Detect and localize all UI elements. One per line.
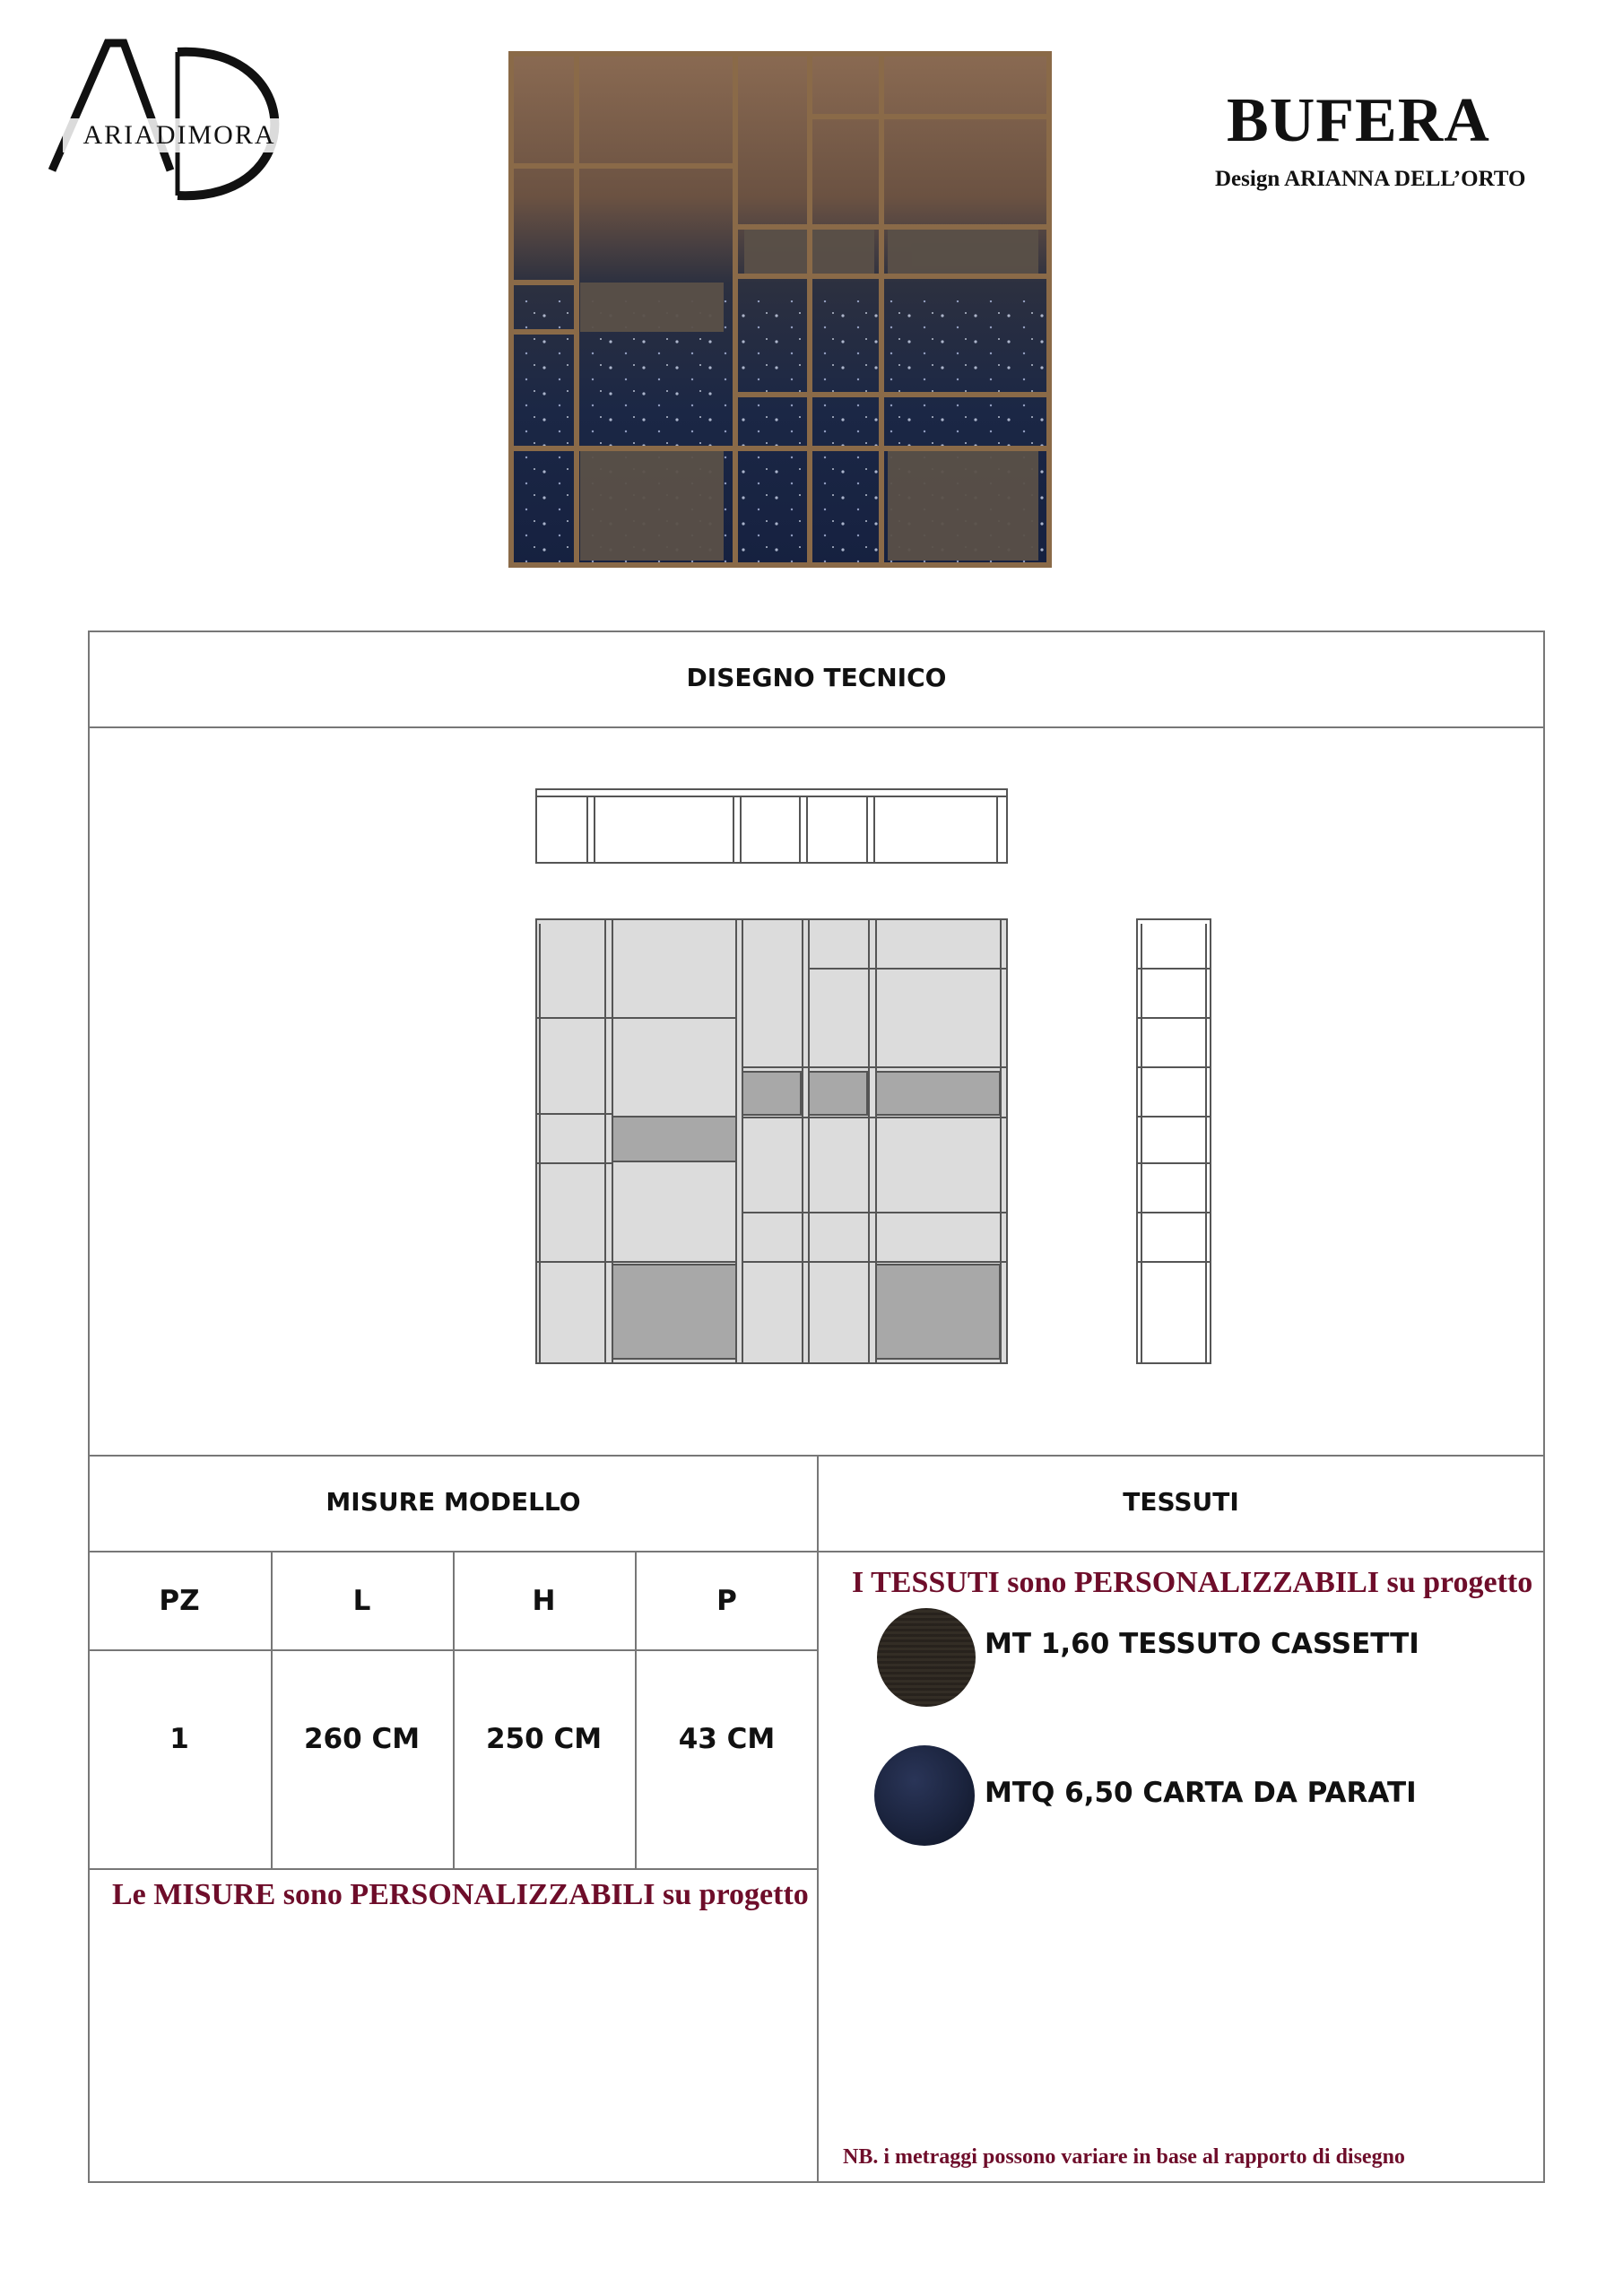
measures-custom-note: Le MISURE sono PERSONALIZZABILI su progetto [112,1878,809,1911]
wallpaper-swatch [874,1745,975,1846]
brand-logo [45,27,314,206]
footnote: NB. i metraggi possono variare in base al rapporto di disegno [843,2145,1405,2169]
measures-section-title: MISURE MODELLO [325,1487,581,1517]
column-header-pz: PZ [159,1585,200,1617]
column-header-l: L [352,1585,371,1617]
column-header-p: P [716,1585,737,1617]
fabric-swatch [877,1608,976,1707]
front-view [536,919,1007,1363]
side-view [1137,919,1211,1363]
measure-width: 260 CM [303,1723,421,1755]
designer-credit: Design ARIANNA DELL’ORTO [1215,167,1526,191]
measure-depth: 43 CM [678,1723,776,1755]
fabrics-custom-note: I TESSUTI sono PERSONALIZZABILI su progetto [852,1566,1533,1599]
logo-wordmark: ARIADIMORA [82,120,276,150]
fabric-label-carta: MTQ 6,50 CARTA DA PARATI [985,1777,1417,1809]
measure-pz: 1 [169,1723,189,1755]
fabric-label-cassetti: MT 1,60 TESSUTO CASSETTI [985,1628,1419,1660]
product-photo [507,49,1054,570]
top-view [536,789,1007,863]
measure-height: 250 CM [485,1723,603,1755]
column-header-h: H [532,1585,556,1617]
drawing-section-title: DISEGNO TECNICO [686,663,947,692]
product-name: BUFERA [1227,86,1490,155]
fabrics-section-title: TESSUTI [1123,1487,1239,1517]
technical-drawing [520,780,1228,1372]
